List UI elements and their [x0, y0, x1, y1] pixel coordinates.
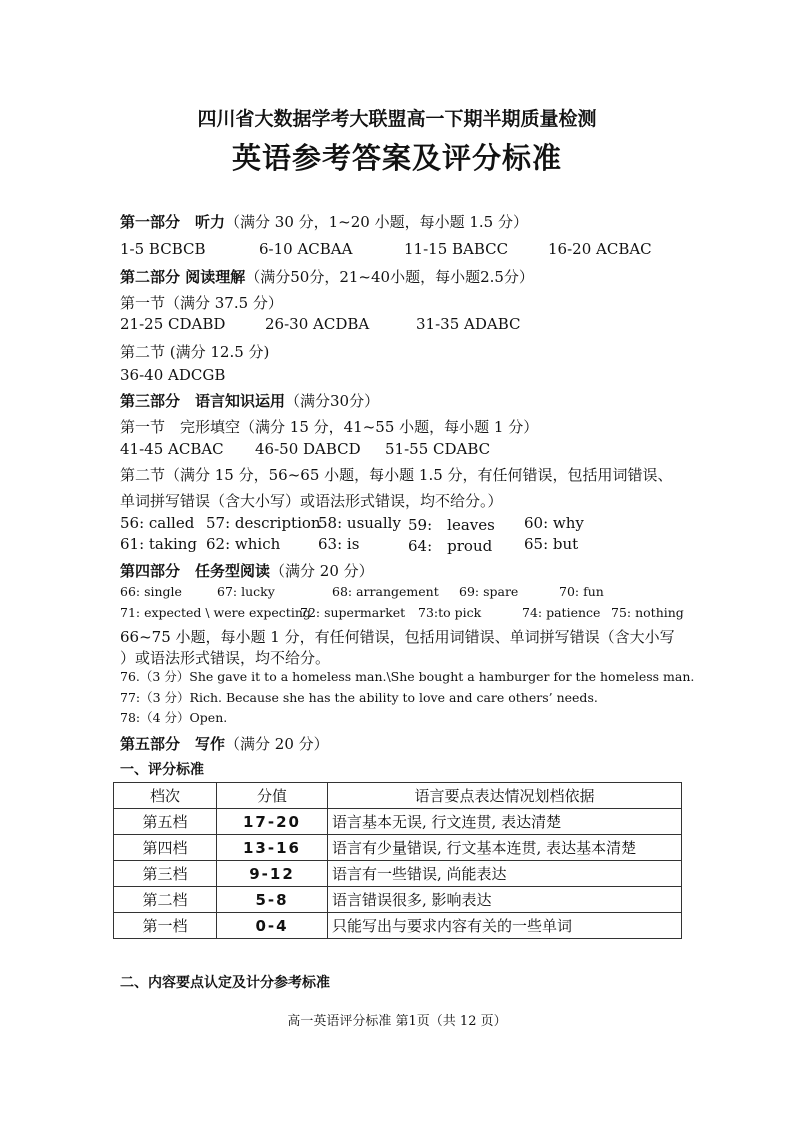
table-cell-criteria: 语言有一些错误, 尚能表达: [328, 861, 682, 887]
part5-note: （满分 20 分）: [225, 735, 329, 753]
part3-answer: 58: usually: [318, 514, 401, 532]
table-row: [114, 809, 682, 835]
part4-q77: 77:（3 分）Rich. Because she has the ability to love and care others’ needs.: [120, 690, 598, 705]
part3-answer: 41-45 ACBAC: [120, 440, 224, 458]
part3-answer: 59: leaves: [408, 516, 495, 534]
part3-answer: 46-50 DABCD: [255, 440, 361, 458]
document-subtitle: 英语参考答案及评分标准: [231, 141, 562, 175]
table-cell-level: 第一档: [114, 913, 217, 939]
table-header-cell: 语言要点表达情况划档依据: [328, 783, 682, 809]
table-cell-criteria: 语言有少量错误, 行文基本连贯, 表达基本清楚: [328, 835, 682, 861]
part3-title: 第三部分 语言知识运用: [120, 392, 286, 410]
table-cell-criteria: 语言基本无误, 行文连贯, 表达清楚: [328, 809, 682, 835]
part4-note: （满分 20 分）: [270, 562, 374, 580]
table-cell-level: 第二档: [114, 887, 217, 913]
part4-q76: 76.（3 分）She gave it to a homeless man.\She bought a hamburger for the homeless man.: [120, 669, 695, 684]
part3-answer: 62: which: [206, 535, 281, 553]
part1-title: 第一部分 听力: [120, 213, 226, 231]
part1-heading: [120, 211, 528, 232]
table-cell-score: 13-16: [217, 835, 328, 861]
part3-answer: 57: description: [206, 514, 321, 532]
part1-note: （满分 30 分，1~20 小题，每小题 1.5 分）: [225, 213, 528, 231]
part1-answer: 6-10 ACBAA: [259, 240, 353, 258]
part4-answer: 73:to pick: [418, 605, 482, 620]
part3-answer: 60: why: [524, 514, 584, 532]
part4-title: 第四部分 任务型阅读: [120, 562, 271, 580]
page-footer: 高一英语评分标准 第1页（共 12 页）: [287, 1014, 507, 1029]
part4-answer: 66: single: [120, 584, 182, 599]
table-cell-level: 第五档: [114, 809, 217, 835]
part2-answer: 21-25 CDABD: [120, 315, 226, 333]
part3-section2-text: 第二节（满分 15 分，56~65 小题，每小题 1.5 分，有任何错误，包括用词错误、: [120, 466, 673, 484]
part2-answer: 36-40 ADCGB: [120, 366, 226, 384]
part2-title: 第二部分 阅读理解: [120, 268, 246, 286]
part3-answer: 63: is: [318, 535, 360, 553]
part2-section1-label: 第一节（满分 37.5 分）: [120, 294, 283, 312]
part5-heading: [120, 733, 329, 754]
part3-section2-text: 单词拼写错误（含大小写）或语法形式错误，均不给分。）: [120, 492, 503, 510]
table-cell-score: 5-8: [217, 887, 328, 913]
part4-answer: 70: fun: [559, 584, 604, 599]
part1-answer: 1-5 BCBCB: [120, 240, 206, 258]
part3-answer: 64: proud: [408, 537, 493, 555]
table-cell-criteria: 只能写出与要求内容有关的一些单词: [328, 913, 682, 939]
table-cell-score: 0-4: [217, 913, 328, 939]
part4-rule-text: 66~75 小题，每小题 1 分，有任何错误，包括用词错误、单词拼写错误（含大小写: [120, 628, 675, 646]
grading-criteria-heading: 一、评分标准: [120, 762, 204, 778]
part2-answer: 26-30 ACDBA: [265, 315, 370, 333]
table-cell-level: 第四档: [114, 835, 217, 861]
part4-q78: 78:（4 分）Open.: [120, 710, 228, 725]
part4-answer: 75: nothing: [611, 605, 684, 620]
table-row: [114, 913, 682, 939]
part3-answer: 61: taking: [120, 535, 198, 553]
part3-answer: 56: called: [120, 514, 195, 532]
table-row: [114, 861, 682, 887]
part4-heading: [120, 560, 374, 581]
part4-answer: 68: arrangement: [332, 584, 439, 599]
part4-answer: 74: patience: [522, 605, 601, 620]
document-title: 四川省大数据学考大联盟高一下期半期质量检测: [197, 108, 597, 130]
part3-answer: 65: but: [524, 535, 579, 553]
grading-table: [113, 782, 682, 939]
table-row: [114, 835, 682, 861]
part3-section1-label: 第一节 完形填空（满分 15 分，41~55 小题，每小题 1 分）: [120, 418, 539, 436]
part1-answer: 11-15 BABCC: [404, 240, 509, 258]
part4-answer: 69: spare: [459, 584, 519, 599]
part2-note: （满分50分，21~40小题，每小题2.5分）: [245, 268, 534, 286]
part2-answer: 31-35 ADABC: [416, 315, 521, 333]
part5-title: 第五部分 写作: [120, 735, 226, 753]
table-header-cell: 分值: [217, 783, 328, 809]
part4-answer: 72: supermarket: [300, 605, 406, 620]
part4-answer: 71: expected \ were expecting: [120, 605, 311, 620]
part3-answer: 51-55 CDABC: [385, 440, 491, 458]
table-row: [114, 887, 682, 913]
part2-section2-label: 第二节 (满分 12.5 分): [120, 343, 270, 361]
table-cell-score: 9-12: [217, 861, 328, 887]
part4-answer: 67: lucky: [217, 584, 275, 599]
part3-note: （满分30分）: [285, 392, 380, 410]
table-cell-level: 第三档: [114, 861, 217, 887]
part4-rule-text: ）或语法形式错误，均不给分。: [120, 649, 331, 667]
part1-answer: 16-20 ACBAC: [548, 240, 652, 258]
table-cell-criteria: 语言错误很多, 影响表达: [328, 887, 682, 913]
part3-heading: [120, 390, 379, 411]
table-header-cell: 档次: [114, 783, 217, 809]
content-points-heading: 二、内容要点认定及计分参考标准: [120, 975, 330, 991]
table-header-row: [114, 783, 682, 809]
table-cell-score: 17-20: [217, 809, 328, 835]
part2-heading: [120, 266, 534, 287]
